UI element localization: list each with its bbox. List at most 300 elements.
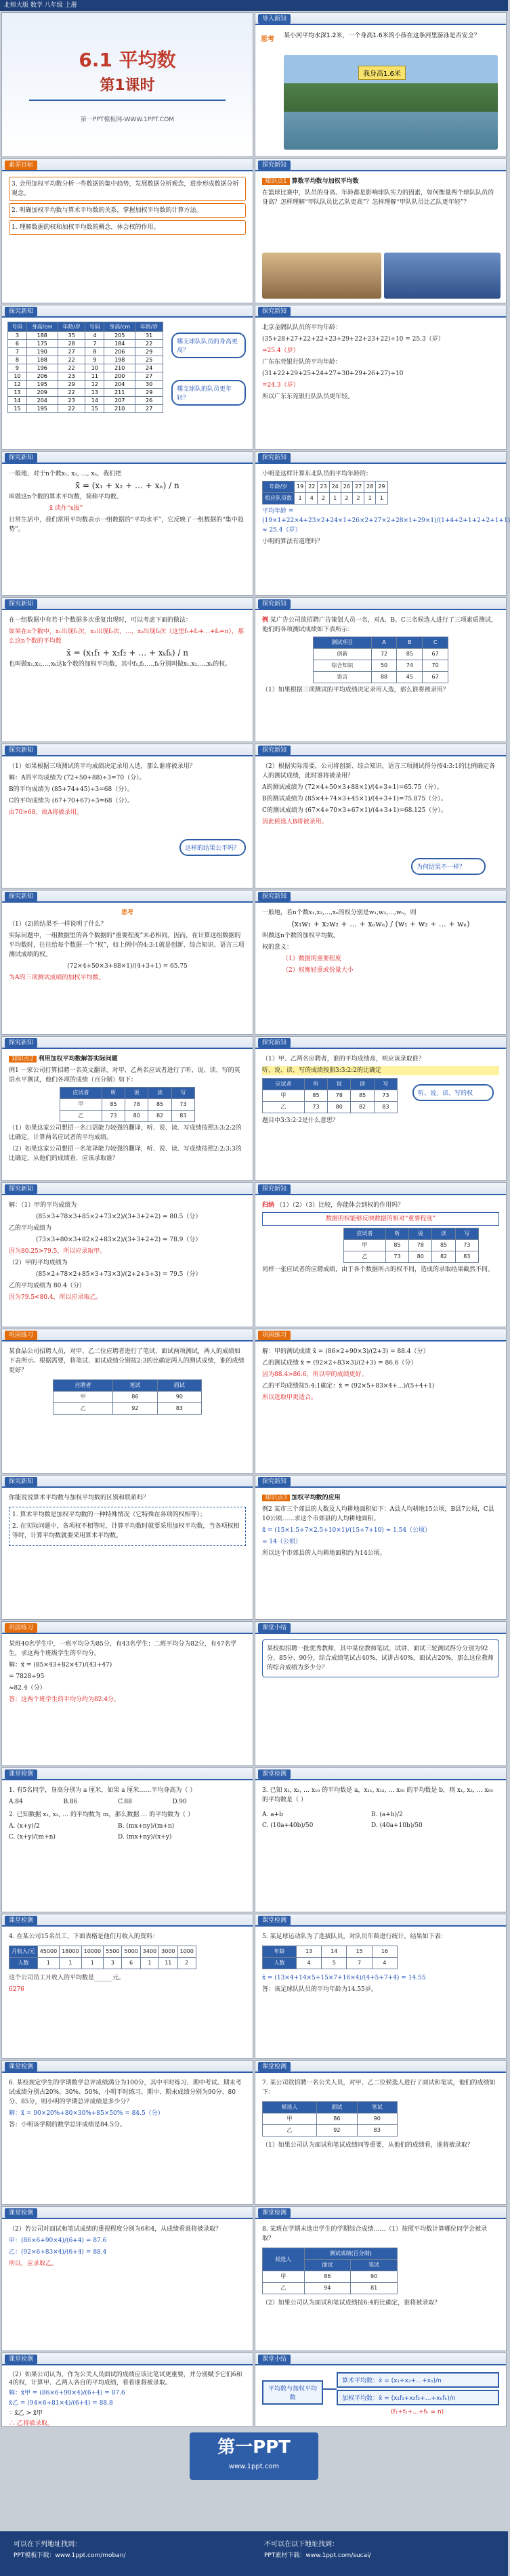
footer-band [0,2531,508,2576]
summary-center: 平均数与加权平均数 [262,2380,323,2405]
table-cell: 190 [26,348,58,356]
text-line: 某校拟招聘一批优秀教师，其中某位教师笔试、试讲、面试三轮测试得分分别为92分、85分、90分，综合成绩笔试占40%，试讲占40%，面试占20%，那么这位教师的综合成绩为多少分？ [262,1639,499,1677]
table-cell: 22 [58,356,85,364]
table-cell: 92 [317,2125,357,2137]
footer-link[interactable]: PPT模板下载：www.1ppt.com/moban/ [14,2552,126,2559]
formula: (72×4+50×3+88×1)/(4+3+1) = 65.75 [67,963,188,970]
slide-weighted[interactable] [1,597,253,742]
text-line: 解：甲的测试成绩 x̄ = (86×2+90×3)/(2+3) = 88.4（分） [262,1348,429,1355]
text-line: A的测试成绩为 (72×4+50×3+88×1)/(4+3+1)=65.75（分）。 [262,784,443,791]
goal-item: 1. 理解数据的权和加权平均数的概念，体会权的作用。 [9,220,246,235]
section-tag: 课堂检测 [258,1769,291,1779]
table-cell: 210 [104,405,135,413]
col-header: 候选人 [263,2248,305,2271]
text-line: 6. 某校规定学生的学期数学总评成绩满分为100分，其中平时练习、期中考试、期末考试成绩分别占20%、30%、50%，小明平时练习、期中、期末成绩分别为90分、80分、85分，则小明的学期总评成绩是多少分？ [9,2080,242,2105]
text-line: （1）如果根据三项测试的平均成绩决定录用人选，那么谁将被录用？ [9,763,196,770]
section-tag: 探究新知 [258,599,291,609]
table-cell: 甲 [54,1392,113,1403]
table-cell: 1 [60,1958,81,1969]
slide-header [255,1329,506,1341]
slide-cover[interactable] [1,12,253,157]
slide-header [255,159,506,171]
slide-reflect[interactable] [255,1182,507,1327]
text-line: 因为80.25>79.5，所以应录取甲。 [9,1248,106,1255]
table-cell: 23 [58,372,85,381]
logo-url: www.1ppt.com [228,2463,280,2470]
col-header: 面试 [317,2102,357,2113]
text-line: 如果在n个数中，x₁出现f₁次，x₂出现f₂次，…，xₖ出现fₖ次（这里f₁+f₂+…+fₖ=n），那么这n个数的平均数 [9,628,244,645]
table-cell: 7 [347,1958,372,1969]
table-cell: 25 [135,356,163,364]
col-header: 号码 [85,322,104,332]
text-line: 解：x̄ = (85×43+82×47)/(43+47) [9,1662,112,1669]
table-cell: 1 [140,1958,158,1969]
col-header: C [423,637,448,649]
table-row [263,1090,398,1102]
slide-test-7[interactable] [1,2206,253,2351]
table-cell: 73 [385,1251,408,1263]
candidate-table [262,2248,398,2294]
table-cell: 188 [26,332,58,340]
table-cell: 1 [81,1958,103,1969]
table-cell: 乙 [263,2125,317,2137]
text-line: ∴ 乙将被录取。 [9,2420,54,2427]
text-line: = 7828÷95 [9,1673,45,1680]
table-row [344,1251,479,1263]
table-cell: 乙 [263,2283,305,2294]
knowledge-label: 知识点2 [9,1056,37,1062]
table-cell: 94 [304,2283,351,2294]
slide-compare[interactable] [1,1475,253,1620]
col-header: 笔试 [357,2102,397,2113]
table-row [54,1403,202,1415]
team-photo [384,253,501,299]
text-line: 北京金隅队队员的平均年龄： [262,324,342,331]
section-tag: 课堂检测 [258,1916,291,1925]
text-line: 解：A的平均成绩为 (72+50+88)÷3=70（分）。 [9,775,146,781]
option[interactable]: C.88 [118,1799,132,1805]
slide-example-3[interactable] [255,1475,507,1620]
table-cell: 22 [58,405,85,413]
table-row [263,493,388,505]
text-line: 5. 某足球运动队为了选拔队员，对队员年龄进行统计，结果如下表： [262,1933,447,1940]
table-cell: 85 [304,1090,327,1102]
text-line: 8. 某班在学期末选出学生的学期综合成绩……（1）按照平均数计算哪位同学会被录取？ [262,2226,488,2242]
section-tag: 导入新知 [258,14,291,24]
col-header: 读 [432,1228,455,1240]
section-tag: 探究新知 [5,599,37,609]
option[interactable]: D.90 [172,1799,187,1805]
col-header: 面试 [157,1380,201,1392]
text-line: (31+22+29+25+24+27+30+29+26+27)÷10 [262,370,404,377]
table-cell: 188 [26,356,58,364]
table-row [60,1111,195,1122]
highlight-box: 数据的权能够反映数据的相对“重要程度” [262,1212,499,1226]
table-cell: 85 [385,1240,408,1251]
table-cell: 26 [341,481,352,493]
table-cell: 85 [148,1099,171,1111]
slide-summary[interactable] [255,2353,507,2427]
table-cell: 乙 [344,1251,386,1263]
table-cell: 人数 [9,1958,38,1969]
option[interactable]: C. (10a+40b)/50 [262,1822,314,1829]
table-cell: 年龄 [263,1946,297,1958]
question-bubble: 哪支球队的队员更年轻？ [171,380,246,406]
text-line: 7. 某公司欲招聘一名公关人员，对甲、乙二位候选人进行了面试和笔试，他们的成绩如下： [262,2080,496,2096]
text-line: 乙的平均成绩为 80.4（分） [9,1283,85,1289]
slide-header [255,890,506,903]
formula: (85×2+78×2+85×3+73×3)/(2+2+3+3) = 79.5（分） [36,1271,202,1278]
section-tag: 探究新知 [258,1477,291,1486]
table-row [263,2283,398,2294]
slide-header [255,598,506,610]
table-row [8,397,163,405]
table-cell: 22 [58,389,85,397]
slide-calc-1[interactable] [255,305,507,450]
table-cell: 13 [8,389,27,397]
knowledge-heading: 算数平均数与加权平均数 [291,178,359,185]
text-line: 答：该足球队队员的平均年龄为14.55岁。 [262,1986,377,1993]
table-cell: 创新 [314,649,372,660]
section-tag: 探究新知 [258,453,291,463]
text-line: （1）(2)的结果不一样说明了什么？ [9,921,107,928]
col-header: 年龄/岁 [58,322,85,332]
slide-example-2[interactable] [1,1036,253,1181]
formula: x̄ = (15×1.5+7×2.5+10×1)/(15+7+10) ≈ 1.54（公顷） [262,1527,431,1534]
col-header: 听 [304,1079,327,1090]
text-line: （2）如果这家公司想招一名笔译能力较强的翻译，听、说、读、写成绩按照2:2:3:3的比确定，从他们的成绩看，应该录取谁？ [9,1146,242,1162]
footer-heading: 不可以在以下地址找到： [264,2541,339,2548]
table-cell: 83 [157,1403,201,1415]
table-cell: 83 [374,1102,397,1113]
text-line: C的平均成绩为 (67+70+67)÷3=68（分）。 [9,798,133,804]
table-cell: 2 [177,1958,196,1969]
table-cell: 85 [351,1090,374,1102]
text-line: 叫做这n个数的算术平均数，简称平均数。 [9,494,123,500]
slide-practice-2[interactable] [1,1621,253,1766]
table-cell: 1 [329,493,341,505]
slide-header [2,1329,253,1341]
table-cell: 195 [26,381,58,389]
knowledge-heading: 利用加权平均数解答实际问题 [38,1056,118,1062]
text-line: 乙的平均成绩为 [9,1225,52,1232]
text-line: 因为79.5<80.4，所以应录取乙。 [9,1294,102,1301]
height-sign: 我身高1.6米 [358,66,406,80]
slide-age-table[interactable] [255,451,510,596]
text-line: 乙的测试成绩 x̄ = (92×2+83×3)/(2+3) = 86.6（分） [262,1360,417,1367]
section-tag: 课堂小结 [258,1623,291,1633]
slide-header [255,1768,506,1780]
table-cell: 200 [104,372,135,381]
col-header: 候选人 [263,2102,317,2113]
slide-header [2,1622,253,1634]
income-table [9,1946,196,1969]
table-row [314,649,448,660]
text-line: B的平均成绩为 (85+74+45)÷3=68（分）。 [9,786,133,793]
table-cell: 14 [8,397,27,405]
table-cell: 11 [85,372,104,381]
col-header: 读 [351,1079,374,1090]
slide-test-2[interactable] [255,1767,507,1912]
text-line: 你能说说算术平均数与加权平均数的区别和联系吗？ [9,1495,150,1501]
text-line: 因此候选人B将被录用。 [262,819,328,825]
col-header: 面试 [304,2260,351,2271]
formula: (85×3+78×3+85×2+73×2)/(3+3+2+2) = 80.5（分） [36,1214,202,1220]
table-cell: 14 [322,1946,347,1958]
slide-test-5[interactable] [1,2060,253,2205]
table-cell: 1 [376,493,387,505]
think-label: 思考 [121,909,133,916]
knowledge-label: 知识点1 [262,178,290,185]
slide-hiring-b[interactable] [255,744,507,888]
slide-header [255,2353,506,2365]
logo-text: 第一PPT [217,2437,291,2457]
river-photo [284,55,498,150]
formula: 解：x̄甲 = (86×6+90×4)/(6+4) = 87.6 [9,2390,125,2397]
slide-example-2a[interactable] [255,1036,507,1181]
table-cell: 19 [295,481,306,493]
table-cell: 22 [306,481,318,493]
text-line: 所以广东东莞银行队队员更年轻。 [262,393,354,400]
text-line: ∵ x̄乙 > x̄甲 [9,2410,43,2417]
table-row [263,481,388,493]
slide-practice-1a[interactable] [255,1329,507,1474]
col-header: 写 [374,1079,397,1090]
age-count-table [262,1946,398,1969]
table-cell: 27 [135,372,163,381]
top-header-bar [0,0,508,11]
table-row [8,364,163,372]
table-cell: 14 [85,397,104,405]
table-cell: 86 [113,1392,157,1403]
slide-table[interactable] [1,305,253,450]
question-bubble: 这样的结果公平吗？ [179,839,246,856]
table-cell: 9 [85,356,104,364]
slide-test-8[interactable] [255,2206,507,2351]
slide-test-3[interactable] [1,1914,253,2059]
formula: ≈ 14（公顷） [262,1539,301,1545]
table-cell: 15 [85,405,104,413]
slide-test-9[interactable] [1,2353,253,2427]
goal-item: 3. 会用加权平均数分析一些数据的集中趋势，发展数据分析观念，进步形成数据分析观念。 [9,177,246,201]
table-row [314,660,448,672]
slide-readme[interactable] [255,1621,507,1766]
col-header: 测试项目 [314,637,372,649]
table-cell: 甲 [344,1240,386,1251]
option[interactable]: A.84 [9,1799,23,1805]
slide-general[interactable] [255,890,507,1035]
slide-header [2,452,253,464]
text-line: （2）若公司对面试和笔试成绩的重视程度分别为6和4，从成绩看谁将被录取？ [9,2226,222,2233]
col-header: 写 [455,1228,478,1240]
section-tag: 课堂检测 [258,2208,291,2218]
slide-think[interactable] [1,890,253,1035]
team-table [7,322,163,413]
header-text: 北师大版 数学 八年级 上册 [4,2,77,9]
table-cell: 206 [26,372,58,381]
table-cell: 85 [102,1099,125,1111]
table-cell: 28 [58,340,85,348]
col-header: 应试者 [263,1079,305,1090]
section-tag: 课堂检测 [5,2208,37,2218]
slide-hiring[interactable] [255,597,507,742]
summary-note: (f₁+f₂+…+fₖ = n) [391,2409,444,2416]
table-cell: 73 [374,1090,397,1102]
text-line: （2）权衡轻重或份量大小 [282,967,354,974]
goal-item: 2. 明确加权平均数与算术平均数的关系，掌握加权平均数的计算方法。 [9,203,246,218]
table-row [263,1946,398,1958]
table-cell: 5000 [122,1946,140,1958]
table-cell: 1 [364,493,376,505]
table-cell: 13 [85,389,104,397]
slide-header [255,305,506,318]
table-cell: 16 [372,1946,397,1958]
option[interactable]: A. (x+y)/2 [9,1823,40,1830]
connector-line [323,2388,337,2390]
text-line: =25.4（岁） [262,347,299,354]
table-cell: 78 [328,1090,351,1102]
table-cell: 88 [371,672,397,683]
option[interactable]: A. a+b [262,1811,283,1818]
slide-header [2,2207,253,2219]
slide-header [2,598,253,610]
text-line: （2）如果公司认为，作为公关人员面试的成绩应该比笔试更重要，并分别赋予它们6和4的权，计算甲、乙两人各自的平均成绩，看看谁将被录取。 [9,2371,242,2386]
table-cell: 乙 [60,1111,102,1122]
table-cell: 31 [135,332,163,340]
text-line: （1）如果这家公司想招一名口语能力较强的翻译，听、说、读、写成绩按照3:3:2:2的比确定，计算两名应试者的平均成绩。 [9,1125,242,1141]
formula: x̄ = (13×4+14×5+15×7+16×4)/(4+5+7+4) = 14.55 [262,1975,426,1981]
table-row [8,372,163,381]
table-cell: 15 [8,405,27,413]
option[interactable]: B.86 [63,1799,78,1805]
section-tag: 探究新知 [258,1038,291,1048]
slide-header [2,1768,253,1780]
option[interactable]: B. (a+b)/2 [371,1811,403,1818]
table-cell: 27 [352,481,364,493]
slide-test-6[interactable] [255,2060,507,2205]
slide-intro[interactable] [255,12,507,157]
table-row [344,1240,479,1251]
slide-test-1[interactable] [1,1767,253,1912]
table-cell: 29 [135,389,163,397]
table-row [8,405,163,413]
slide-example-2-sol[interactable] [1,1182,253,1327]
slide-concept-1[interactable] [1,451,253,596]
slide-header [2,2353,253,2365]
slide-hiring-a[interactable] [1,744,253,888]
site-logo[interactable] [190,2432,318,2480]
footer-link[interactable]: PPT素材下载：www.1ppt.com/sucai/ [264,2552,371,2559]
option[interactable]: B. (mx+ny)/(m+n) [118,1823,175,1830]
table-cell: 83 [455,1251,478,1263]
formula: x̄乙 = (94×6+81×4)/(6+4) = 88.8 [9,2400,113,2407]
text-line: 一般地，若n个数x₁,x₂,…,xₙ的权分别是w₁,w₂,…,wₙ，则 [262,909,417,916]
text-line: 这个公司员工月收入的平均数是______元。 [9,1975,125,1981]
text-line: (35+28+27+22+22+23+29+22+23+22)÷10 = 25.3（岁） [262,336,444,343]
formula: x̄ = (x₁ + x₂ + … + xₙ) / n [75,481,179,490]
table-cell: 7 [8,348,27,356]
table-cell: 22 [135,340,163,348]
section-tag: 探究新知 [5,1477,37,1486]
slide-goals[interactable] [1,158,253,303]
goals-list [9,177,246,299]
text-line: （2）根据实际需要，公司将创新、综合知识、语言三项测试得分按4:3:1的比例确定各人的测试成绩，此时谁将被录用？ [262,763,495,779]
summary-branch: 加权平均数：x̄ = (x₁f₁+x₂f₂+…+xₖfₖ)/n [337,2390,499,2405]
table-row [263,1958,398,1969]
think-label: 思考 [261,36,274,43]
col-header: 说 [328,1079,351,1090]
slide-test-4[interactable] [255,1914,507,2059]
text-line: （2）如果公司认为面试和笔试成绩按6:4的比确定，谁将被录取？ [262,2300,441,2306]
text-line: ≈82.4（分） [9,1685,46,1692]
intro-question: 某小河平均水深1.2米，一个身高1.6米的小孩在这条河里游泳是否安全？ [284,33,480,39]
option[interactable]: C. (x+y)/(m+n) [9,1834,56,1841]
table-cell: 6 [122,1958,140,1969]
text-line: 1. 有5名同学，身高分别为 a 厘米，如果 a 厘米……平均身高为（ ） [9,1787,196,1794]
section-tag: 课堂小结 [258,2355,291,2364]
table-row [263,2271,398,2283]
table-row [8,381,163,389]
option[interactable]: D. (mx+ny)/(x+y) [118,1834,172,1841]
text-line: 3. 已知 x₁, x₂, … x₁₀ 的平均数是 a，x₁₁, x₁₂, … x₅₀ 的平均数是 b，则 x₁, x₂, … x₅₀ 的平均数是（ ） [262,1787,493,1803]
cover-title: 6.1 平均数 [79,49,176,71]
slide-header [2,305,253,318]
text-line: 答：这两个班学生的平均分约为82.4分。 [9,1696,121,1703]
table-cell: 73 [455,1240,478,1251]
text-line: 答：小明该学期的数学总评成绩是84.5分。 [9,2122,127,2128]
text-line: 题目中3:3:2:2是什么意思？ [262,1117,339,1124]
slide-header [255,1914,506,1927]
table-cell: 甲 [263,2271,305,2283]
slide-practice-1[interactable] [1,1329,253,1474]
table-cell: 甲 [263,2113,317,2125]
option[interactable]: D. (40a+10b)/50 [371,1822,423,1829]
table-cell: 67 [423,672,448,683]
table-cell: 90 [157,1392,201,1403]
table-cell: 78 [409,1240,432,1251]
slide-explore-1[interactable] [255,158,507,303]
slide-header [255,13,506,25]
col-header: 身高/cm [26,322,58,332]
table-cell: 206 [104,348,135,356]
table-cell: 3 [8,332,27,340]
text-line: 解：（1）甲的平均成绩为 [9,1202,77,1209]
table-cell: 86 [317,2113,357,2125]
section-tag: 探究新知 [258,160,291,170]
slide-header [2,1476,253,1488]
table-row [263,2113,398,2125]
table-row [60,1099,195,1111]
table-cell: 13 [296,1946,321,1958]
practice-table [53,1379,202,1415]
table-cell: 175 [26,340,58,348]
text-line: 同样一张应试者的应聘成绩，由于各个数据所占的权不同，造成的录取结果截然不同。 [262,1266,494,1273]
table-cell: 80 [328,1102,351,1113]
table-cell: 22 [58,364,85,372]
section-tag: 课堂检测 [5,1916,37,1925]
col-header: 写 [171,1088,194,1099]
table-cell: 9 [8,364,27,372]
table-cell: 11 [159,1958,177,1969]
text-line: 某广告公司欲招聘广告策划人员一名，对A、B、C三名候选人进行了三项素质测试，他们的各项测试成绩如下表所示： [262,617,497,633]
text-line: 某班40名学生中，一班平均分为85分，有43名学生；二班平均分为82分，有47名学生，求这两个班级学生的平均分。 [9,1641,237,1657]
section-tag: 课堂检测 [5,1769,37,1779]
section-tag: 巩固练习 [5,1623,37,1633]
text-line: （2）甲的平均成绩为 [9,1260,68,1266]
table-cell: 18000 [60,1946,81,1958]
table-row [8,348,163,356]
section-tag: 课堂检测 [258,2062,291,2071]
